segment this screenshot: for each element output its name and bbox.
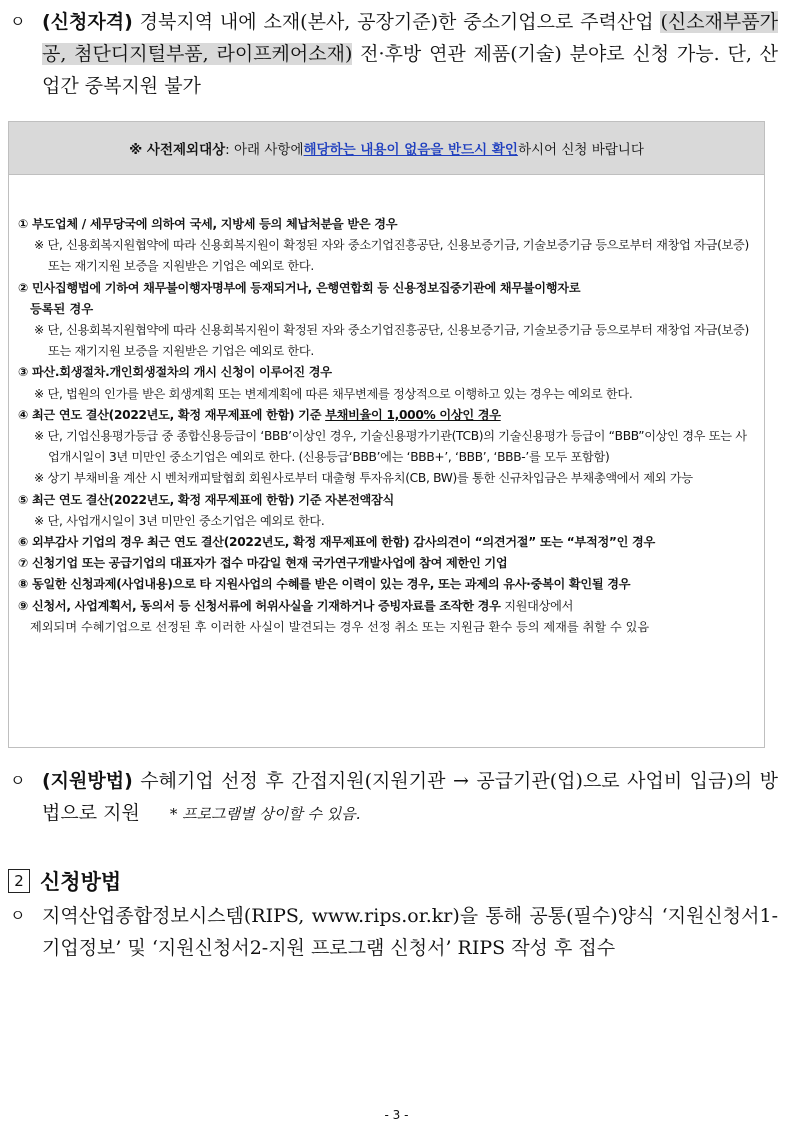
support-method-text: 수혜기업 선정 후 간접지원(지원기관 → 공급기관(업)으로 사업비 입금)의 방법으로 지원 bbox=[42, 770, 778, 824]
page-number: - 3 - bbox=[384, 1108, 409, 1122]
bullet-icon: ㅇ bbox=[10, 12, 26, 31]
eligibility-text-a: 경북지역 내에 소재(본사, 공장기준)한 중소기업으로 주력산업 bbox=[132, 11, 661, 33]
support-method-label: (지원방법) bbox=[42, 770, 133, 792]
exclusion-item-5: ⑤ 최근 연도 결산(2022년도, 확정 재무제표에 한함) 기준 자본전액잠식 bbox=[18, 492, 394, 507]
exclusion-box bbox=[8, 121, 765, 748]
exclusion-item-3: ③ 파산.회생절차.개인회생절차의 개시 신청이 이루어진 경우 bbox=[18, 365, 332, 380]
exclusion-item-6: ⑥ 외부감사 기업의 경우 최근 연도 결산(2022년도, 확정 재무제표에 한함) 감사의견이 “의견거절” 또는 “부적정”인 경우 bbox=[18, 535, 655, 550]
bullet-icon: ㅇ bbox=[10, 771, 26, 790]
application-method-paragraph bbox=[8, 900, 778, 964]
eligibility-highlight: (신소재부품가공, 첨단디지털부품, 라이프케어소재) bbox=[42, 11, 778, 65]
exclusion-item-9 bbox=[18, 596, 758, 617]
section-2-title: 신청방법 bbox=[40, 870, 122, 894]
bullet-icon: ㅇ bbox=[10, 906, 26, 925]
support-method-note: * 프로그램별 상이할 수 있음. bbox=[169, 805, 361, 823]
exclusion-list bbox=[18, 214, 758, 638]
exclusion-header-mid: : 아래 사항에 bbox=[225, 142, 304, 158]
exclusion-item-4-text: ④ 최근 연도 결산(2022년도, 확정 재무제표에 한함) 기준 bbox=[18, 407, 326, 422]
exclusion-item-9-text: ⑨ 신청서, 사업계획서, 동의서 등 신청서류에 허위사실을 기재하거나 증빙자료를 조작한 경우 bbox=[18, 598, 501, 613]
exclusion-header-prefix: ※ 사전제외대상 bbox=[129, 142, 226, 158]
exclusion-item-7: ⑦ 신청기업 또는 공급기업의 대표자가 접수 마감일 현재 국가연구개발사업에 참여 제한인 기업 bbox=[18, 556, 508, 571]
section-2-heading bbox=[8, 866, 121, 896]
exclusion-item-9-cont: 제외되며 수혜기업으로 선정된 후 이러한 사실이 발견되는 경우 선정 취소 또는 지원금 환수 등의 제재를 취할 수 있음 bbox=[30, 619, 650, 634]
eligibility-text-b: 전·후방 연관 제품(기술) 분야로 신청 가능. 단, 산업간 중복지원 불가 bbox=[42, 43, 778, 97]
exclusion-item-4-underlined: 부채비율이 1,000% 이상인 경우 bbox=[325, 407, 501, 422]
exclusion-box-header bbox=[9, 122, 764, 175]
exclusion-item-9-tail: 지원대상에서 bbox=[500, 598, 574, 613]
exclusion-item-4-note-1: ※ 단, 기업신용평가등급 중 종합신용등급이 ‘BBB’이상인 경우, 기술신용평가기관(TCB)의 기술신용평가 등급이 “BBB”이상인 경우 또는 사업개시일이 3년 미만인 중소기업은 예외로 한다. (신용등급‘BBB’에는 ‘BBB+’, ‘BBB’, ‘BBB-’를 모두 포함함) bbox=[34, 429, 747, 465]
exclusion-item-2-note: ※ 단, 신용회복지원협약에 따라 신용회복지원이 확정된 자와 중소기업진흥공단, 신용보증기금, 기술보증기금 등으로부터 재창업 자금(보증) 또는 재기지원 보증을 지원받은 기업은 예외로 한다. bbox=[34, 323, 749, 359]
exclusion-item-8: ⑧ 동일한 신청과제(사업내용)으로 타 지원사업의 수혜를 받은 이력이 있는 경우, 또는 과제의 유사·중복이 확인될 경우 bbox=[18, 577, 631, 592]
exclusion-item-1: ① 부도업체 / 세무당국에 의하여 국세, 지방세 등의 체납처분을 받은 경우 bbox=[18, 217, 398, 231]
eligibility-label: (신청자격) bbox=[42, 11, 133, 33]
exclusion-item-4-note-2: ※ 상기 부채비율 계산 시 벤처캐피탈협회 회원사로부터 대출형 투자유치(CB, BW)를 통한 신규차입금은 부채총액에서 제외 가능 bbox=[34, 471, 693, 486]
eligibility-paragraph bbox=[8, 6, 778, 102]
application-method-text: 지역산업종합정보시스템(RIPS, www.rips.or.kr)을 통해 공통(필수)양식 ‘지원신청서1-기업정보’ 및 ‘지원신청서2-지원 프로그램 신청서’ RIPS 작성 후 접수 bbox=[42, 905, 778, 959]
exclusion-header-suffix: 하시어 신청 바랍니다 bbox=[517, 142, 644, 158]
exclusion-item-5-note: ※ 단, 사업개시일이 3년 미만인 중소기업은 예외로 한다. bbox=[34, 513, 325, 528]
support-method-paragraph bbox=[8, 765, 778, 830]
exclusion-item-1-note: ※ 단, 신용회복지원협약에 따라 신용회복지원이 확정된 자와 중소기업진흥공단, 신용보증기금, 기술보증기금 등으로부터 재창업 자금(보증) 또는 재기지원 보증을 지원받은 기업은 예외로 한다. bbox=[34, 238, 749, 274]
exclusion-item-4 bbox=[18, 405, 758, 426]
section-number-box: 2 bbox=[8, 869, 30, 893]
exclusion-header-emphasis: 해당하는 내용이 없음을 반드시 확인 bbox=[303, 142, 518, 158]
exclusion-item-2: ② 민사집행법에 기하여 채무불이행자명부에 등재되거나, 은행연합회 등 신용정보집중기관에 채무불이행자로 bbox=[18, 280, 581, 295]
exclusion-item-3-note: ※ 단, 법원의 인가를 받은 회생계획 또는 변제계획에 따른 채무변제를 정상적으로 이행하고 있는 경우는 예외로 한다. bbox=[34, 386, 633, 401]
exclusion-item-2-cont: 등록된 경우 bbox=[30, 301, 94, 316]
